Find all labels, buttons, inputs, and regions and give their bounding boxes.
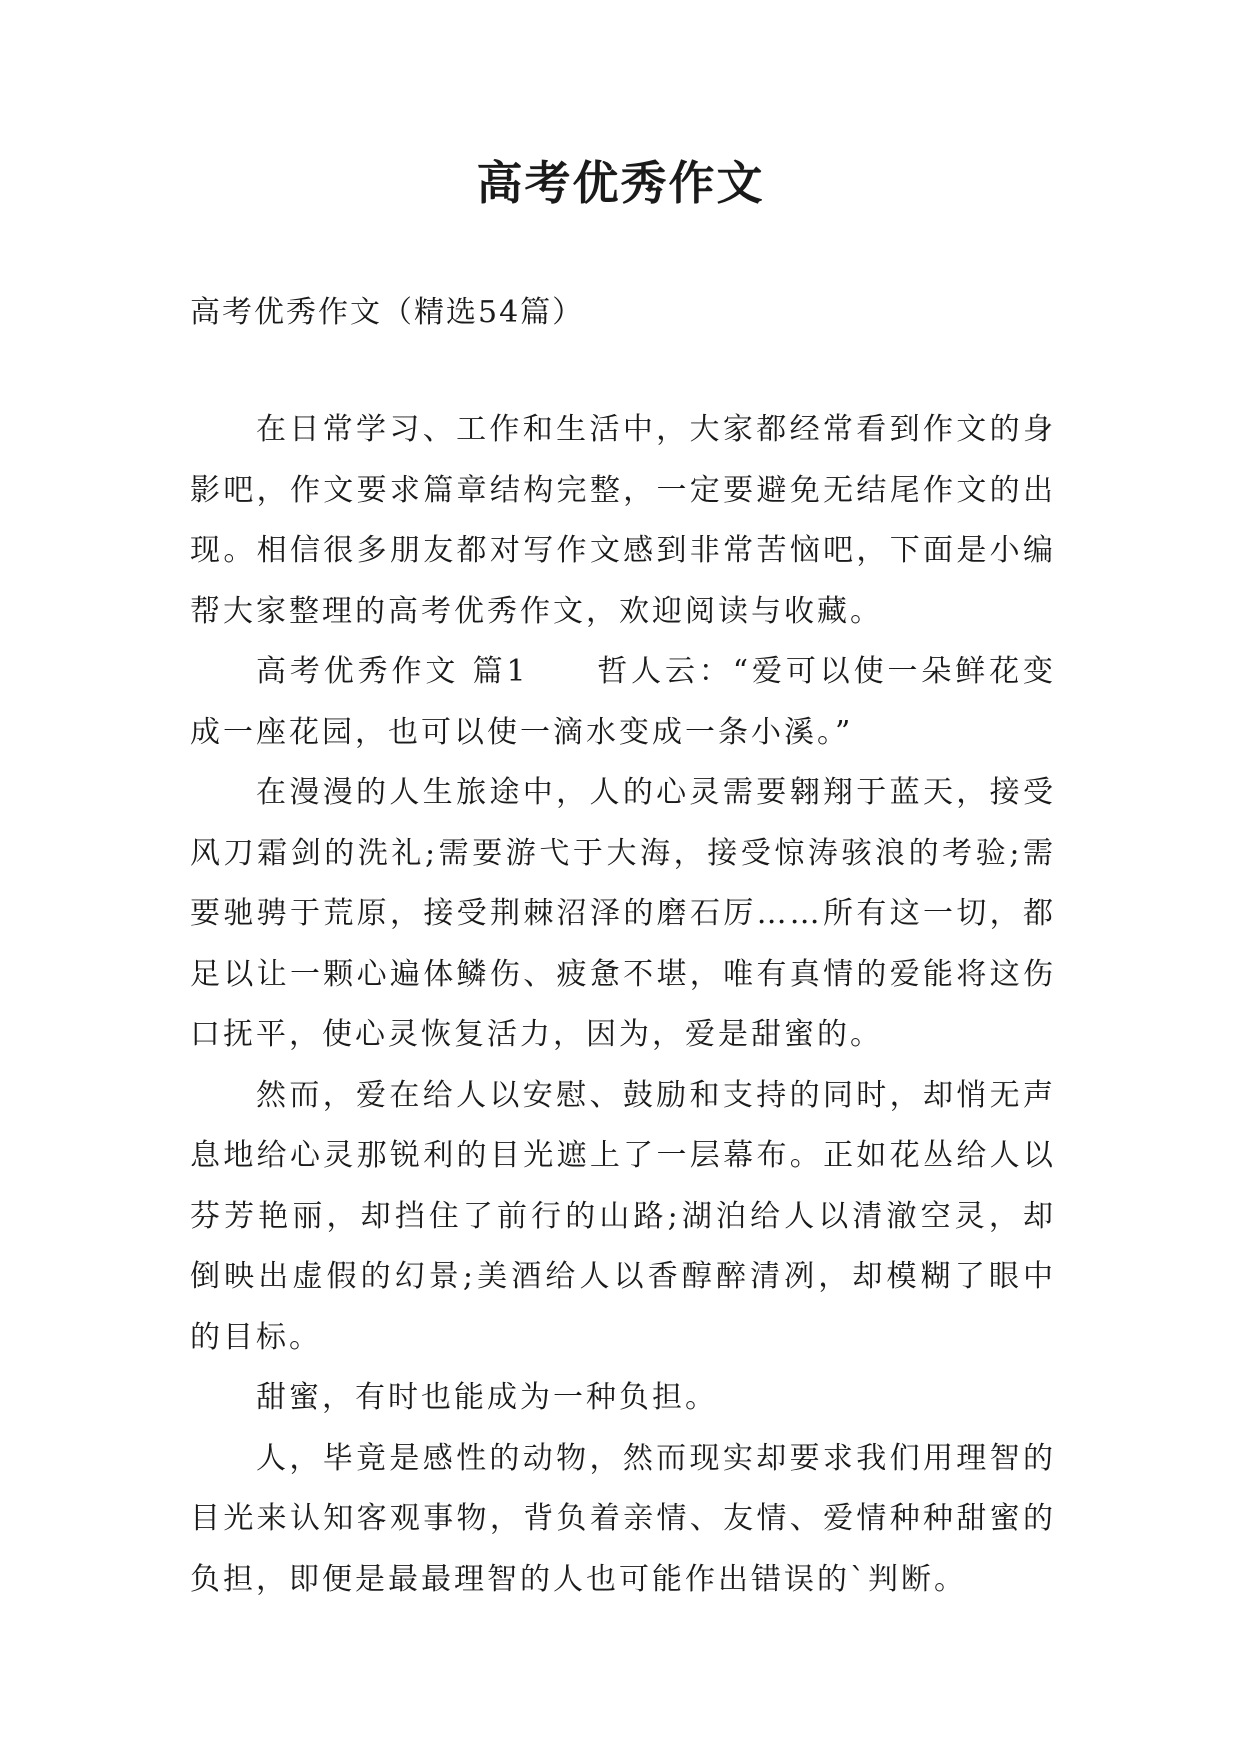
document-subtitle: 高考优秀作文（精选54篇） (190, 295, 585, 330)
paragraph-rational-gaze: 人，毕竟是感性的动物，然而现实却要求我们用理智的目光来认知客观事物，背负着亲情、友情、爱情种种甜蜜的负担，即便是最最理智的人也可能作出错误的`判断。 (190, 1440, 1056, 1597)
paragraph-life-journey: 在漫漫的人生旅途中，人的心灵需要翱翔于蓝天，接受风刀霜剑的洗礼;需要游弋于大海，接受惊涛骇浪的考验;需要驰骋于荒原，接受荆棘沼泽的磨石厉……所有这一切，都足以让一颗心遍体鳞伤、疲惫不堪，唯有真情的爱能将这伤口抚平，使心灵恢复活力，因为，爱是甜蜜的。 (190, 775, 1056, 1052)
document-title: 高考优秀作文 (476, 156, 765, 210)
paragraph-essay-1-opening: 高考优秀作文 篇1 哲人云：“爱可以使一朵鲜花变成一座花园，也可以使一滴水变成一条小溪。” (190, 654, 1056, 750)
document-body (190, 400, 1056, 1610)
paragraph-sweet-burden: 甜蜜，有时也能成为一种负担。 (256, 1380, 718, 1415)
paragraph-love-veil: 然而，爱在给人以安慰、鼓励和支持的同时，却悄无声息地给心灵那锐利的目光遮上了一层幕布。正如花丛给人以芬芳艳丽，却挡住了前行的山路;湖泊给人以清澈空灵，却倒映出虚假的幻景;美酒给人以香醇醉清冽，却模糊了眼中的目标。 (190, 1077, 1056, 1355)
paragraph-intro: 在日常学习、工作和生活中，大家都经常看到作文的身影吧，作文要求篇章结构完整，一定要避免无结尾作文的出现。相信很多朋友都对写作文感到非常苦恼吧，下面是小编帮大家整理的高考优秀作文，欢迎阅读与收藏。 (190, 412, 1056, 629)
